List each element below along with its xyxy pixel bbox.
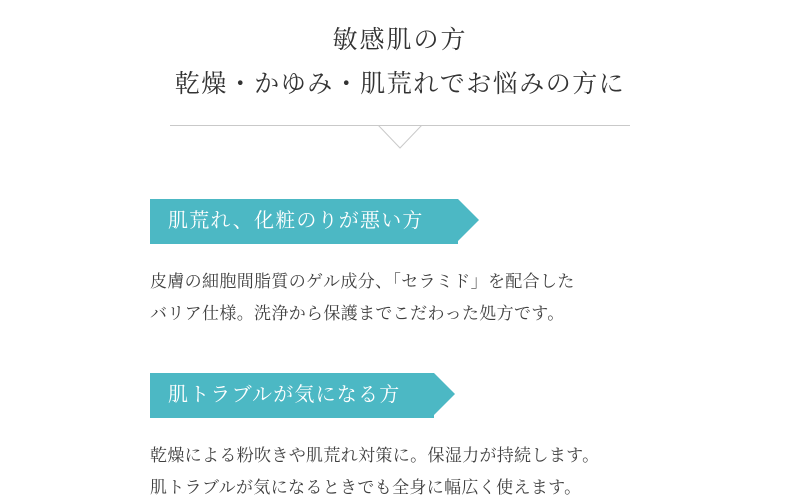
section-1-body	[150, 266, 800, 331]
section-2-body	[150, 440, 800, 504]
section-2-body-line-1: 乾燥による粉吹きや肌荒れ対策に。保湿力が持続します。	[150, 445, 600, 465]
heading-line-2: 乾燥・かゆみ・肌荒れでお悩みの方に	[174, 69, 626, 98]
section-1-body-line-2: バリア仕様。洗浄から保護までこだわった処方です。	[150, 304, 565, 324]
section-2-ribbon	[150, 373, 434, 418]
section-2-body-line-2: 肌トラブルが気になるときでも全身に幅広く使えます。	[150, 477, 582, 497]
section-skin-trouble-1	[150, 199, 800, 331]
section-2-ribbon-label: 肌トラブルが気になる方	[168, 383, 401, 406]
page-heading	[0, 0, 800, 103]
section-1-body-line-1: 皮膚の細胞間脂質のゲル成分、「セラミド」を配合した	[150, 272, 575, 291]
section-1-ribbon	[150, 199, 458, 244]
section-skin-trouble-2	[150, 373, 800, 504]
chevron-down-icon	[378, 125, 422, 149]
heading-line-1: 敏感肌の方	[332, 26, 468, 54]
heading-divider	[170, 125, 630, 151]
section-1-ribbon-label: 肌荒れ、化粧のりが悪い方	[168, 210, 424, 232]
